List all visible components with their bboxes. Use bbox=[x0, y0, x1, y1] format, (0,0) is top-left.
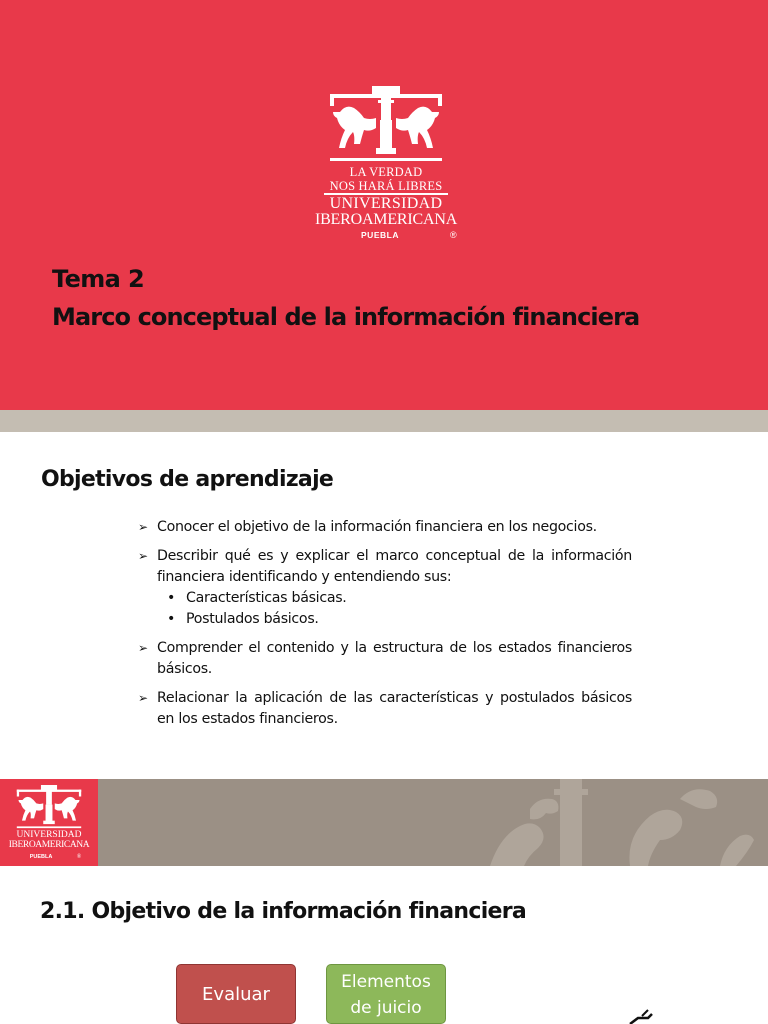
objective-text: Comprender el contenido y la estructura de los estados financieros básicos. bbox=[157, 640, 632, 677]
arrow-bullet-icon: ➢ bbox=[138, 549, 148, 563]
arrow-bullet-icon: ➢ bbox=[138, 691, 148, 705]
elementos-label-line2: de juicio bbox=[350, 998, 422, 1018]
cropped-decoration-icon bbox=[628, 1006, 654, 1024]
sub-item-text: Características básicas. bbox=[186, 590, 347, 606]
watermark-crest-icon bbox=[430, 779, 768, 866]
sub-list-item bbox=[167, 588, 632, 609]
section-logo bbox=[0, 779, 98, 866]
logo-name-line1: UNIVERSIDAD bbox=[16, 830, 82, 840]
logo-campus: PUEBLA bbox=[29, 854, 53, 860]
slide-title: Tema 2 bbox=[52, 265, 145, 293]
logo-name-line2: IBEROAMERICANA bbox=[314, 211, 458, 228]
arrow-bullet-icon: ➢ bbox=[138, 641, 148, 655]
objective-text: Conocer el objetivo de la información financiera en los negocios. bbox=[157, 519, 597, 535]
list-item bbox=[138, 638, 632, 680]
objective-text: Relacionar la aplicación de las características y postulados básicos en los estados financieros. bbox=[157, 690, 632, 727]
coat-of-arms-icon bbox=[326, 86, 446, 166]
logo-name-line2: IBEROAMERICANA bbox=[8, 840, 90, 850]
objective-text: Describir qué es y explicar el marco conceptual de la información financiera identificando y entendiendo sus: bbox=[157, 548, 632, 585]
logo-campus: PUEBLA bbox=[361, 230, 399, 240]
sub-list-item bbox=[167, 609, 632, 630]
dot-bullet-icon: • bbox=[167, 611, 176, 627]
slide-subtitle: Marco conceptual de la información financiera bbox=[52, 303, 640, 331]
title-slide bbox=[0, 0, 768, 410]
section-title: 2.1. Objetivo de la información financiera bbox=[40, 899, 527, 924]
elementos-label-line1: Elementos bbox=[341, 972, 431, 992]
sub-list bbox=[157, 588, 632, 630]
dot-bullet-icon: • bbox=[167, 590, 176, 606]
arrow-bullet-icon: ➢ bbox=[138, 520, 148, 534]
elementos-de-juicio-button[interactable] bbox=[326, 964, 446, 1024]
logo-motto-line1: LA VERDAD bbox=[349, 165, 423, 179]
sub-item-text: Postulados básicos. bbox=[186, 611, 319, 627]
coat-of-arms-icon bbox=[14, 785, 84, 831]
list-item bbox=[138, 688, 632, 730]
title-slide-footer-band bbox=[0, 410, 768, 432]
evaluar-label: Evaluar bbox=[202, 983, 270, 1005]
logo-motto-line2: NOS HARÁ LIBRES bbox=[329, 179, 443, 193]
evaluar-button[interactable] bbox=[176, 964, 296, 1024]
list-item bbox=[138, 546, 632, 630]
list-item bbox=[138, 517, 632, 538]
registered-mark: ® bbox=[450, 230, 457, 240]
university-logo bbox=[306, 86, 466, 246]
section-header-banner bbox=[0, 779, 768, 866]
logo-name-line1: UNIVERSIDAD bbox=[329, 195, 443, 212]
registered-mark: ® bbox=[76, 854, 82, 860]
objectives-heading: Objetivos de aprendizaje bbox=[41, 467, 334, 492]
objectives-list bbox=[138, 517, 632, 738]
